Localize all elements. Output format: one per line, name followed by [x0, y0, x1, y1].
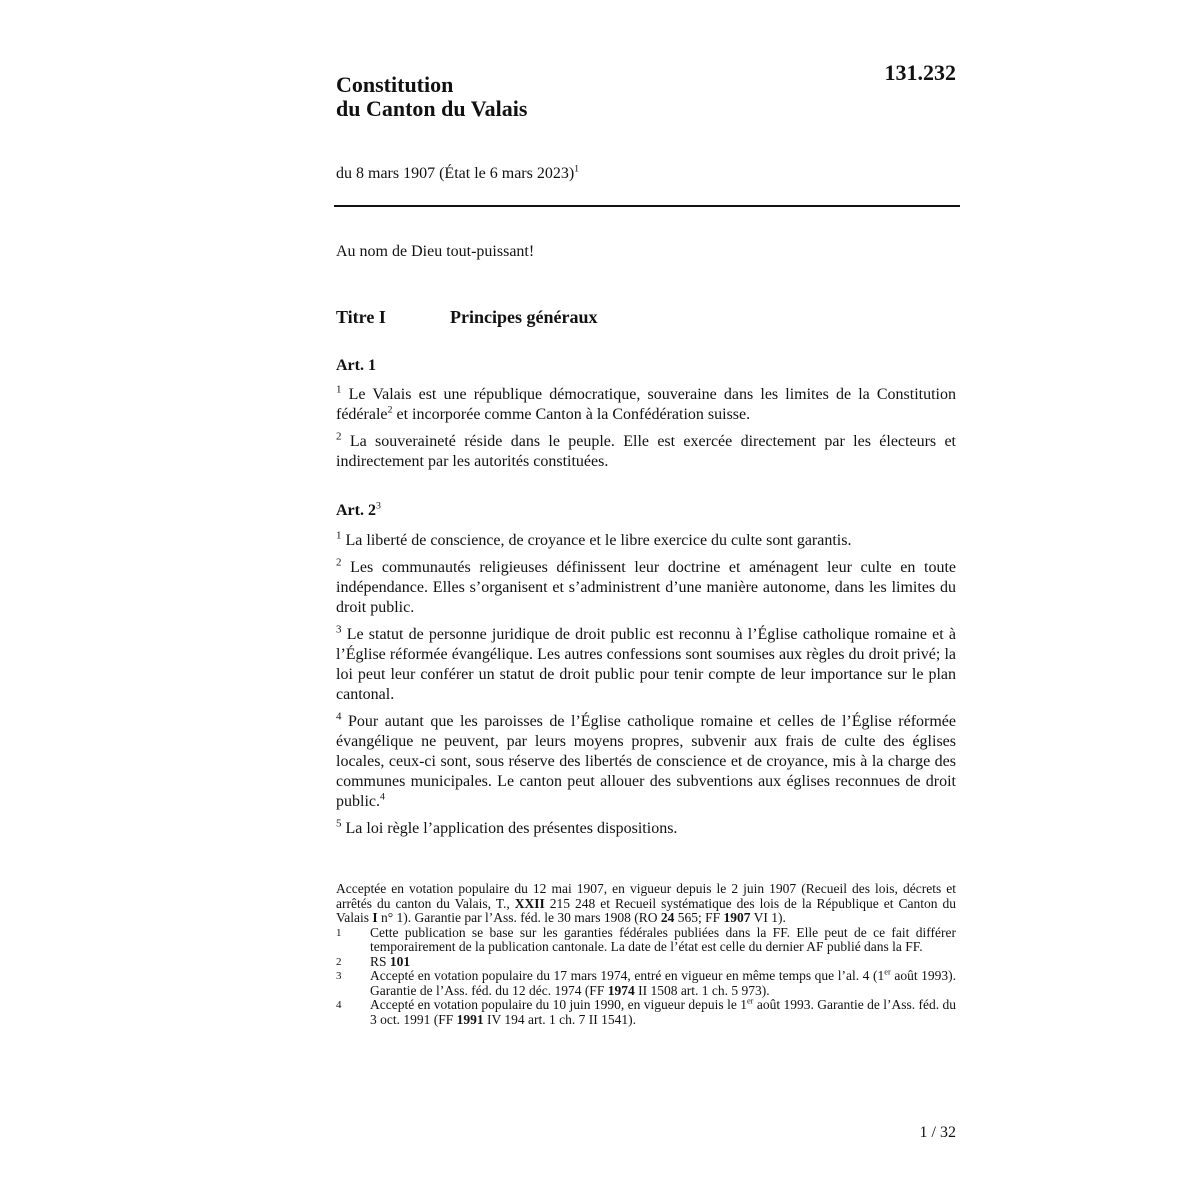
footnote-3	[336, 969, 956, 998]
fn-bold: 1907	[723, 910, 751, 925]
para-number: 5	[336, 817, 342, 830]
footnote-intro	[336, 882, 956, 926]
para-number: 2	[336, 430, 342, 443]
date-text: du 8 mars 1907 (État le 6 mars 2023)	[336, 165, 575, 182]
footnote-ref-1[interactable]: 1	[574, 163, 580, 175]
para-text: Le statut de personne juridique de droit public est reconnu à l’Église catholique romaine et à l’Église réformée évangélique. Les autres confessions sont soumises aux règles du droit privé; la loi peut leur conférer un statut de droit public pour tenir compte de leur importance sur le plan cantonal.	[336, 626, 957, 703]
art2-para-1	[336, 531, 956, 551]
footnote-ref-3[interactable]: 3	[375, 500, 381, 512]
para-number: 1	[336, 529, 342, 542]
para-text: et incorporée comme Canton à la Confédération suisse.	[396, 406, 751, 423]
para-number: 1	[336, 383, 342, 396]
footnote-text	[370, 998, 956, 1027]
footnote-text: Cette publication se base sur les garanties fédérales publiées dans la FF. Elle peut de ce fait différer temporairement de la publication cantonale. La date de l’état est celle du dernier AF publié dans la FF.	[370, 924, 956, 954]
fn-text: Accepté en votation populaire du 10 juin 1990, en vigueur depuis le 1	[370, 997, 747, 1012]
fn-text: août 1993). Garantie de l’Ass. féd. du 12 déc. 1974 (FF	[370, 968, 957, 998]
fn-bold: 24	[660, 910, 675, 925]
title-line-2: du Canton du Valais	[336, 96, 528, 121]
footnote-number: 3	[336, 970, 342, 982]
titre-label: Titre I	[336, 307, 386, 327]
art1-body	[336, 385, 956, 472]
preamble: Au nom de Dieu tout-puissant!	[336, 243, 535, 260]
art1-para-2	[336, 432, 956, 472]
fn-text: VI 1).	[753, 910, 786, 925]
para-text: Pour autant que les paroisses de l’Église catholique romaine et celles de l’Église réformée évangélique ne peuvent, par leurs moyens propres, subvenir aux frais de culte des églises locales, ceux-ci sont, sous réserve des libertés de conscience et de croyance, mis à la charge des communes municipales. Le canton peut allouer des subventions aux églises reconnues de droit public.	[336, 713, 956, 810]
fn-text: 565; FF	[677, 910, 721, 925]
fn-text: Accepté en votation populaire du 17 mars 1974, entré en vigueur en même temps que l’al. 4 (1	[370, 968, 885, 983]
footnote-number: 4	[336, 999, 342, 1011]
titre-heading	[336, 307, 597, 328]
footnote-text	[370, 969, 956, 998]
para-text: Les communautés religieuses définissent leur doctrine et aménagent leur culte en toute indépendance. Elles s’organisent et s’administrent d’une manière autonome, dans les limites du droit public.	[336, 559, 957, 616]
footnote-text	[370, 955, 956, 970]
para-number: 4	[336, 710, 342, 723]
art2-para-3	[336, 625, 956, 705]
title-line-1: Constitution	[336, 72, 454, 97]
fn-bold: XXII	[514, 895, 545, 911]
footnote-number: 1	[336, 926, 342, 939]
fn-text: II 1508 art. 1 ch. 5 973).	[638, 982, 770, 998]
art2-heading	[336, 502, 381, 520]
fn-sup: er	[884, 967, 891, 977]
art2-heading-text: Art. 2	[336, 502, 376, 519]
footnotes	[336, 882, 956, 1027]
titre-name: Principes généraux	[450, 307, 598, 327]
document-title	[336, 73, 527, 121]
footnote-1	[336, 926, 956, 955]
footnote-2	[336, 955, 956, 970]
fn-bold: 1974	[607, 982, 635, 998]
fn-sup: er	[746, 996, 754, 1006]
fn-bold: I	[372, 910, 378, 925]
art2-para-2	[336, 558, 956, 618]
footnote-ref-4[interactable]: 4	[380, 791, 385, 803]
para-text: La liberté de conscience, de croyance et le libre exercice du culte sont garantis.	[345, 532, 852, 549]
fn-text: 215 248 et Recueil systématique des lois de la République et Canton du Valais	[336, 895, 956, 925]
fn-text: RS	[370, 953, 387, 969]
document-date	[336, 165, 579, 183]
art2-para-4	[336, 712, 956, 812]
footnote-4	[336, 998, 956, 1027]
para-text: Le Valais est une république démocratique, souveraine dans les limites de la Constitution fédérale	[336, 386, 957, 423]
fn-text: Acceptée en votation populaire du 12 mai 1907, en vigueur depuis le 2 juin 1907 (Recueil des lois, décrets et arrêtés du canton du Valais, T.,	[336, 881, 956, 911]
para-number: 2	[336, 556, 342, 569]
para-text: La souveraineté réside dans le peuple. Elle est exercée directement par les électeurs et indirectement par les autorités constituées.	[336, 433, 956, 470]
art1-para-1	[336, 385, 956, 425]
para-text: La loi règle l’application des présentes dispositions.	[345, 820, 678, 837]
art2-body	[336, 531, 956, 839]
para-number: 3	[336, 623, 342, 636]
fn-bold[interactable]: 101	[389, 953, 411, 969]
fn-text: n° 1). Garantie par l’Ass. féd. le 30 mars 1908 (RO	[381, 910, 658, 925]
header-rule	[334, 205, 960, 207]
fn-text: IV 194 art. 1 ch. 7 II 1541).	[487, 1011, 636, 1027]
fn-bold: 1991	[456, 1011, 484, 1027]
art1-heading: Art. 1	[336, 357, 376, 374]
footnote-ref-2[interactable]: 2	[387, 404, 393, 416]
art2-para-5	[336, 819, 956, 839]
fn-text: août 1993. Garantie de l’Ass. féd. du 3 oct. 1991 (FF	[370, 997, 956, 1027]
page-number: 1 / 32	[919, 1124, 956, 1141]
footnote-number: 2	[336, 955, 342, 968]
sr-number: 131.232	[884, 60, 956, 85]
